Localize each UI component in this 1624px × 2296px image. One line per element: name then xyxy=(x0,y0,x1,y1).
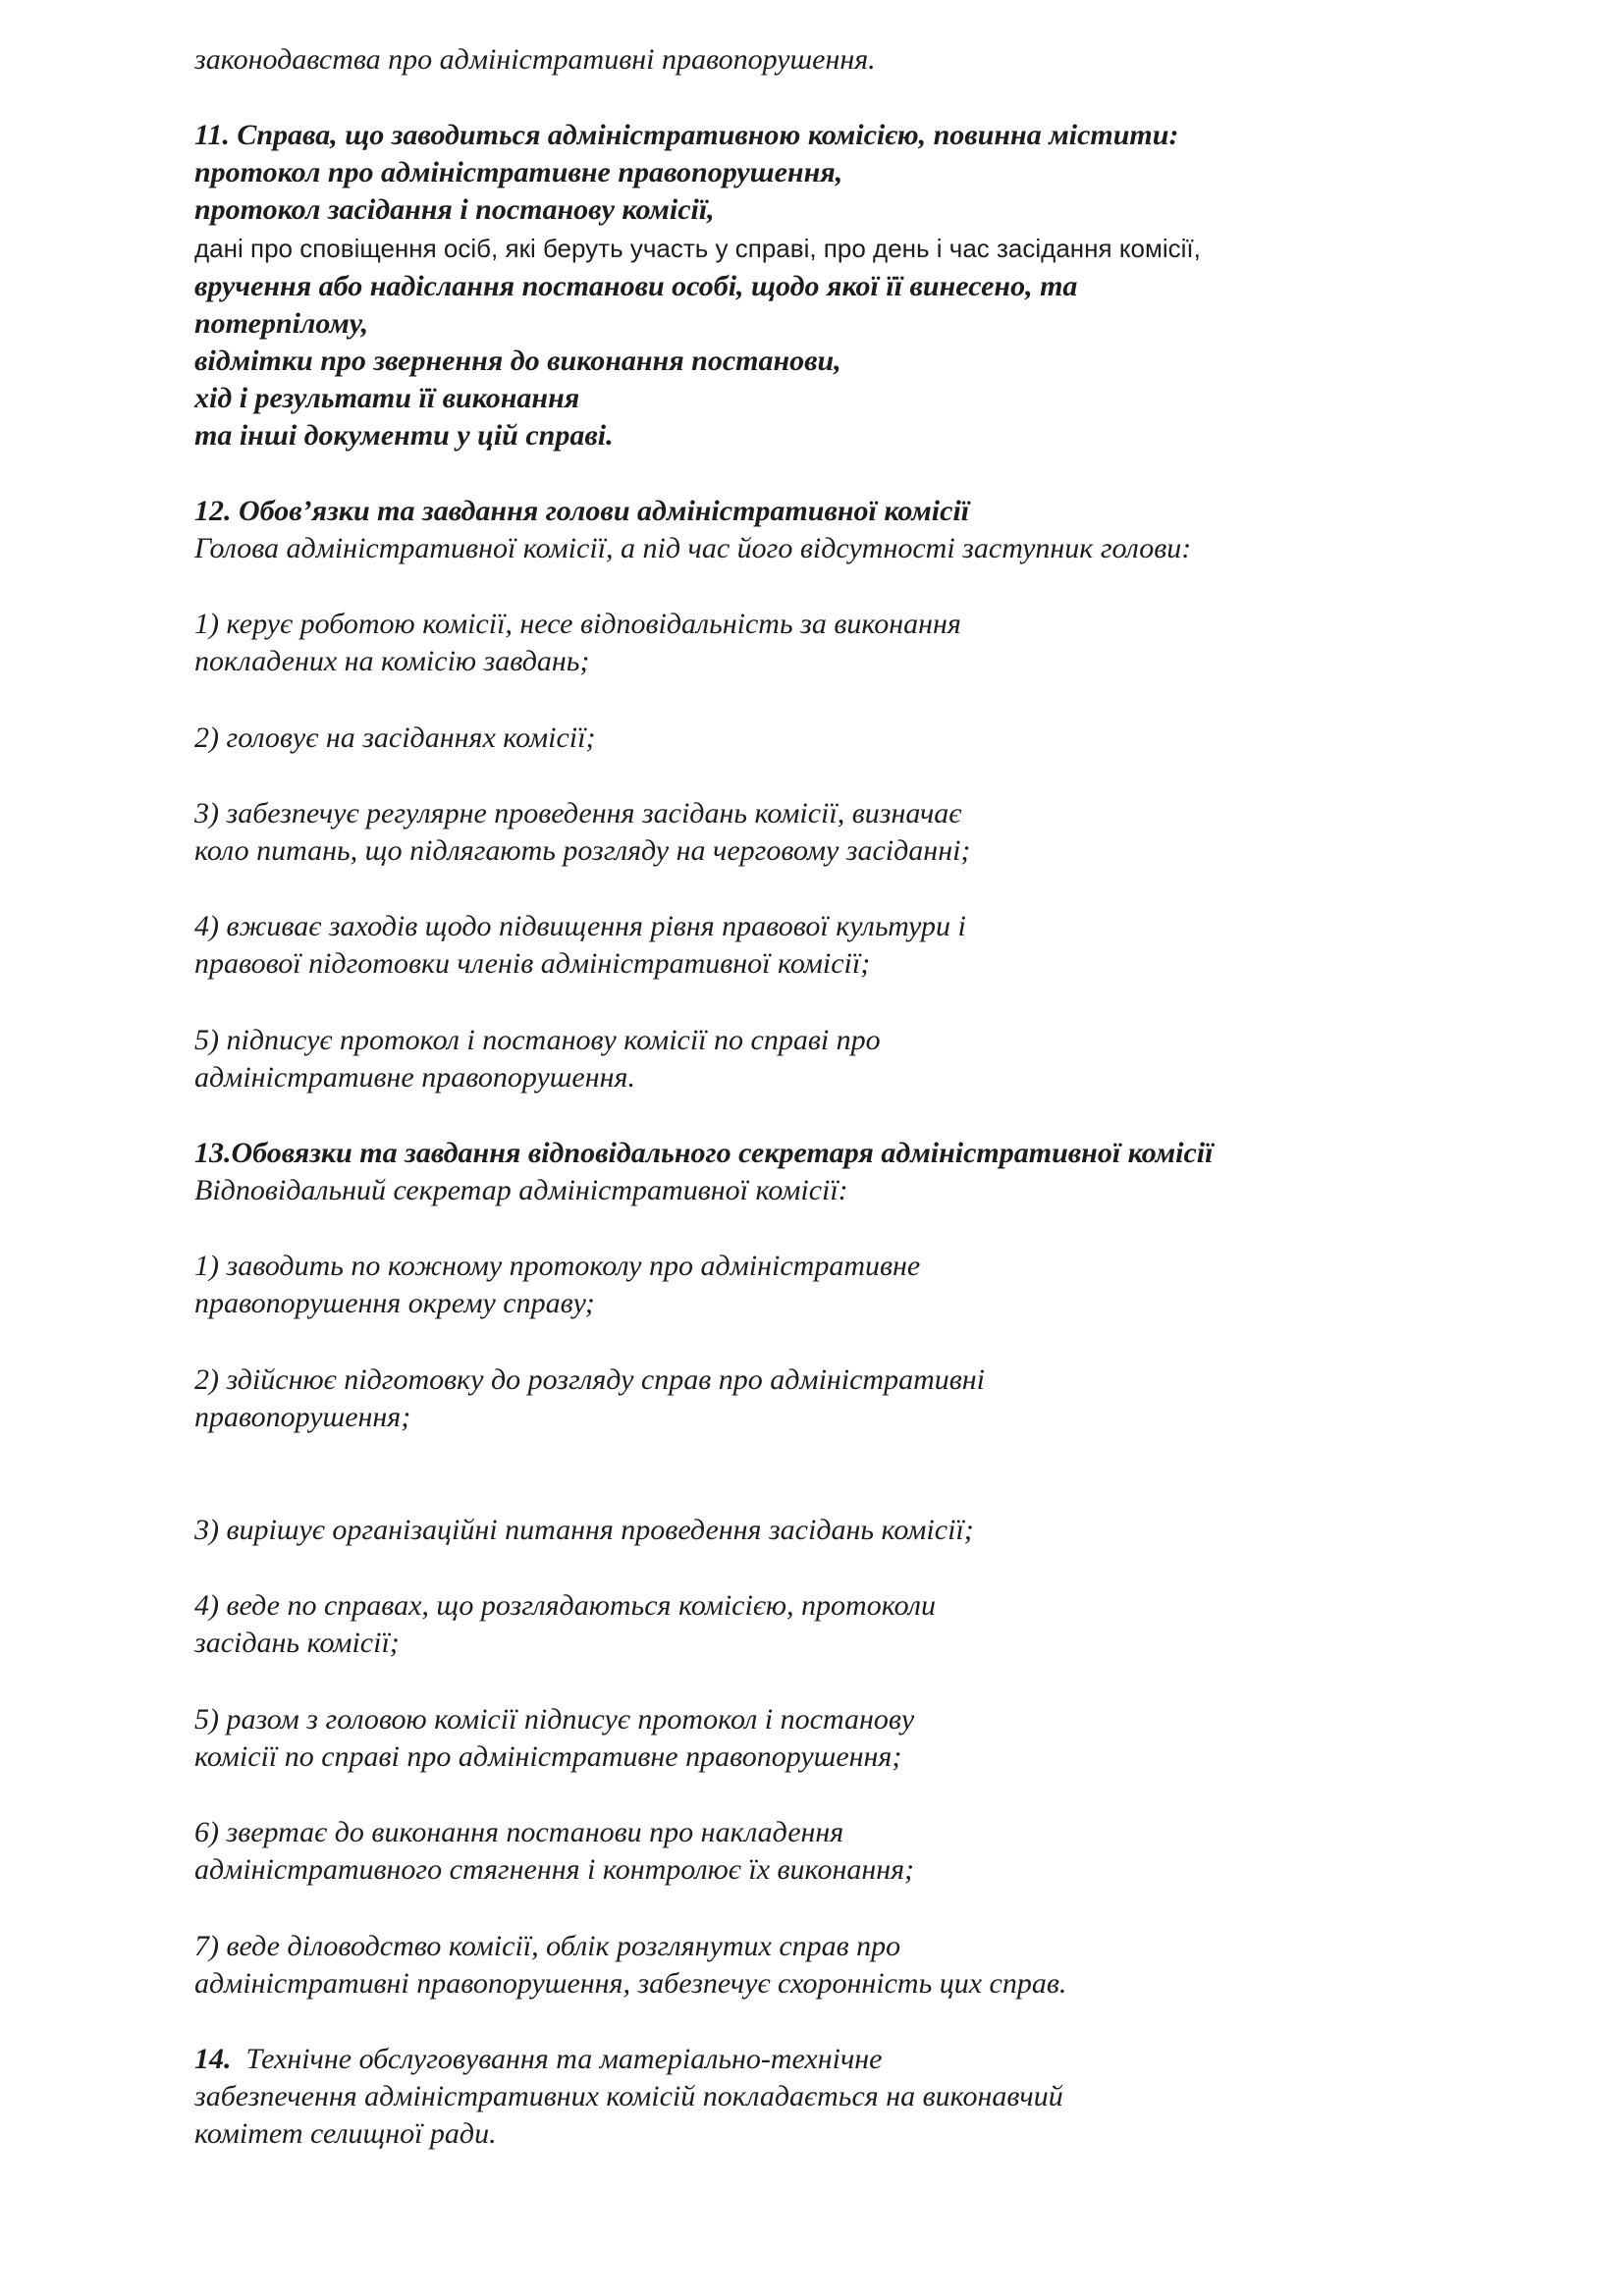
section-13-item: правопорушення; xyxy=(194,1401,411,1433)
section-14-line: комітет селищної ради. xyxy=(194,2117,497,2150)
section-13-item: комісії по справі про адміністративне правопорушення; xyxy=(194,1740,902,1773)
section-13-item: 6) звертає до виконання постанови про накладення xyxy=(194,1816,844,1848)
intro-tail-text: законодавства про адміністративні правопорушення. xyxy=(194,43,876,76)
section-13-item: 5) разом з головою комісії підписує протокол і постанову xyxy=(194,1703,915,1735)
section-11-line: відмітки про звернення до виконання постанови, xyxy=(194,345,841,377)
section-14-line: Технічне обслуговування та матеріально-технічне xyxy=(245,2043,883,2075)
section-11-line: протокол про адміністративне правопорушення, xyxy=(194,156,843,188)
section-13-item: 3) вирішує організаційні питання проведення засідань комісії; xyxy=(194,1514,974,1546)
section-13-item: 4) веде по справах, що розглядаються комісією, протоколи xyxy=(194,1589,936,1622)
section-11-line: потерпілому, xyxy=(194,307,369,340)
section-12-item: 5) підписує протокол і постанову комісії по справі про xyxy=(194,1024,881,1056)
section-11-line: дані про сповіщення осіб, які беруть участь у справі, про день і час засідання комісії, xyxy=(194,234,1201,263)
section-13-item: адміністративного стягнення і контролює їх виконання; xyxy=(194,1853,915,1886)
section-12-item: коло питань, що підлягають розгляду на черговому засіданні; xyxy=(194,834,971,867)
section-13-intro: Відповідальний секретар адміністративної комісії: xyxy=(194,1174,848,1206)
section-13-item: 7) веде діловодство комісії, облік розглянутих справ про xyxy=(194,1930,901,1962)
section-11-line: протокол засідання і постанову комісії, xyxy=(194,193,715,226)
section-13-item: засідань комісії; xyxy=(194,1627,400,1659)
section-13-item: адміністративні правопорушення, забезпечує схоронність цих справ. xyxy=(194,1967,1067,2000)
section-12-item: адміністративне правопорушення. xyxy=(194,1061,635,1094)
section-12-item: 4) вживає заходів щодо підвищення рівня правової культури і xyxy=(194,910,966,942)
section-14-number: 14. xyxy=(194,2043,232,2075)
section-11-heading: 11. Справа, що заводиться адміністративною комісією, повинна містити: xyxy=(194,119,1179,151)
section-14-first-line xyxy=(194,2041,882,2078)
section-11-line: та інші документи у цій справі. xyxy=(194,419,614,452)
section-13-item: 2) здійснює підготовку до розгляду справ про адміністративні xyxy=(194,1363,986,1396)
section-11-line: хід і результати її виконання xyxy=(194,382,580,414)
section-11-line: вручення або надіслання постанови особі, щодо якої її винесено, та xyxy=(194,270,1078,302)
section-12-item: правової підготовки членів адміністративної комісії; xyxy=(194,947,871,980)
section-12-item: 2) головує на засіданнях комісії; xyxy=(194,721,596,754)
section-13-heading: 13.Обовязки та завдання відповідального секретаря адміністративної комісії xyxy=(194,1137,1214,1169)
section-14-line: забезпечення адміністративних комісій покладається на виконавчий xyxy=(194,2080,1063,2112)
section-12-heading: 12. Обов’язки та завдання голови адміністративної комісії xyxy=(194,495,970,527)
section-12-intro: Голова адміністративної комісії, а під час його відсутності заступник голови: xyxy=(194,532,1192,564)
section-12-item: покладених на комісію завдань; xyxy=(194,645,590,677)
section-12-item: 1) керує роботою комісії, несе відповідальність за виконання xyxy=(194,608,961,640)
section-13-item: 1) заводить по кожному протоколу про адміністративне xyxy=(194,1250,921,1282)
section-13-item: правопорушення окрему справу; xyxy=(194,1287,595,1319)
section-12-item: 3) забезпечує регулярне проведення засідань комісії, визначає xyxy=(194,797,962,829)
